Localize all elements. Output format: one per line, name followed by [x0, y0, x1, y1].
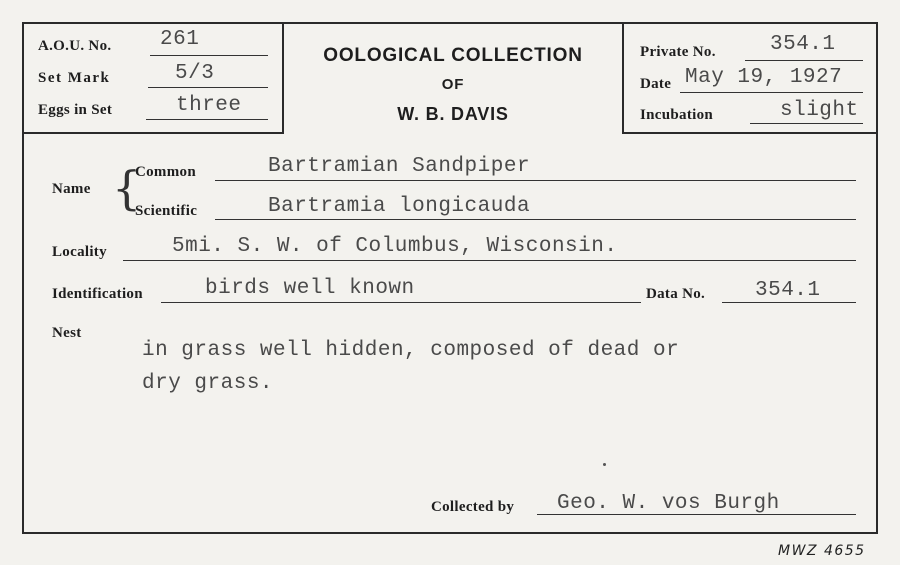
- ink-speck: [603, 463, 606, 466]
- locality-underline: [123, 260, 856, 261]
- date-underline: [680, 92, 863, 93]
- incubation-underline: [750, 123, 863, 124]
- data-no-label: Data No.: [646, 286, 706, 302]
- common-label: Common: [135, 164, 196, 180]
- locality-label: Locality: [52, 244, 107, 260]
- incubation-label: Incubation: [640, 107, 714, 123]
- nest-line-2: dry grass.: [142, 372, 274, 395]
- eggs-label: Eggs in Set: [38, 102, 113, 118]
- catalog-note: MWZ 4655: [778, 543, 866, 559]
- scientific-underline: [215, 219, 856, 220]
- aou-label: A.O.U. No.: [38, 38, 112, 54]
- aou-value: 261: [160, 28, 200, 51]
- locality-value: 5mi. S. W. of Columbus, Wisconsin.: [172, 235, 618, 258]
- name-label: Name: [52, 181, 91, 197]
- collected-by-underline: [537, 514, 856, 515]
- date-value: May 19, 1927: [685, 66, 843, 89]
- collector-name-header: W. B. DAVIS: [397, 104, 509, 124]
- private-no-underline: [745, 60, 863, 61]
- private-no-value: 354.1: [770, 33, 836, 56]
- common-name-value: Bartramian Sandpiper: [268, 155, 531, 178]
- incubation-value: slight: [780, 99, 859, 122]
- identification-value: birds well known: [205, 277, 415, 300]
- set-mark-label: Set Mark: [38, 70, 111, 86]
- scientific-label: Scientific: [135, 203, 198, 219]
- eggs-underline: [146, 119, 268, 120]
- aou-underline: [150, 55, 268, 56]
- collected-by-label: Collected by: [431, 499, 515, 515]
- set-mark-value: 5/3: [175, 62, 215, 85]
- common-underline: [215, 180, 856, 181]
- nest-label: Nest: [52, 325, 82, 341]
- collected-by-value: Geo. W. vos Burgh: [557, 492, 780, 515]
- date-label: Date: [640, 76, 672, 92]
- collection-of: OF: [441, 76, 465, 93]
- name-brace: {: [112, 161, 142, 215]
- identification-underline: [161, 302, 641, 303]
- data-no-underline: [722, 302, 856, 303]
- data-no-value: 354.1: [755, 279, 821, 302]
- collection-title: OOLOGICAL COLLECTION: [323, 45, 583, 66]
- eggs-value: three: [176, 94, 242, 117]
- nest-line-1: in grass well hidden, composed of dead or: [142, 339, 680, 362]
- set-mark-underline: [148, 87, 268, 88]
- private-no-label: Private No.: [640, 44, 716, 60]
- scientific-name-value: Bartramia longicauda: [268, 195, 531, 218]
- identification-label: Identification: [52, 286, 143, 302]
